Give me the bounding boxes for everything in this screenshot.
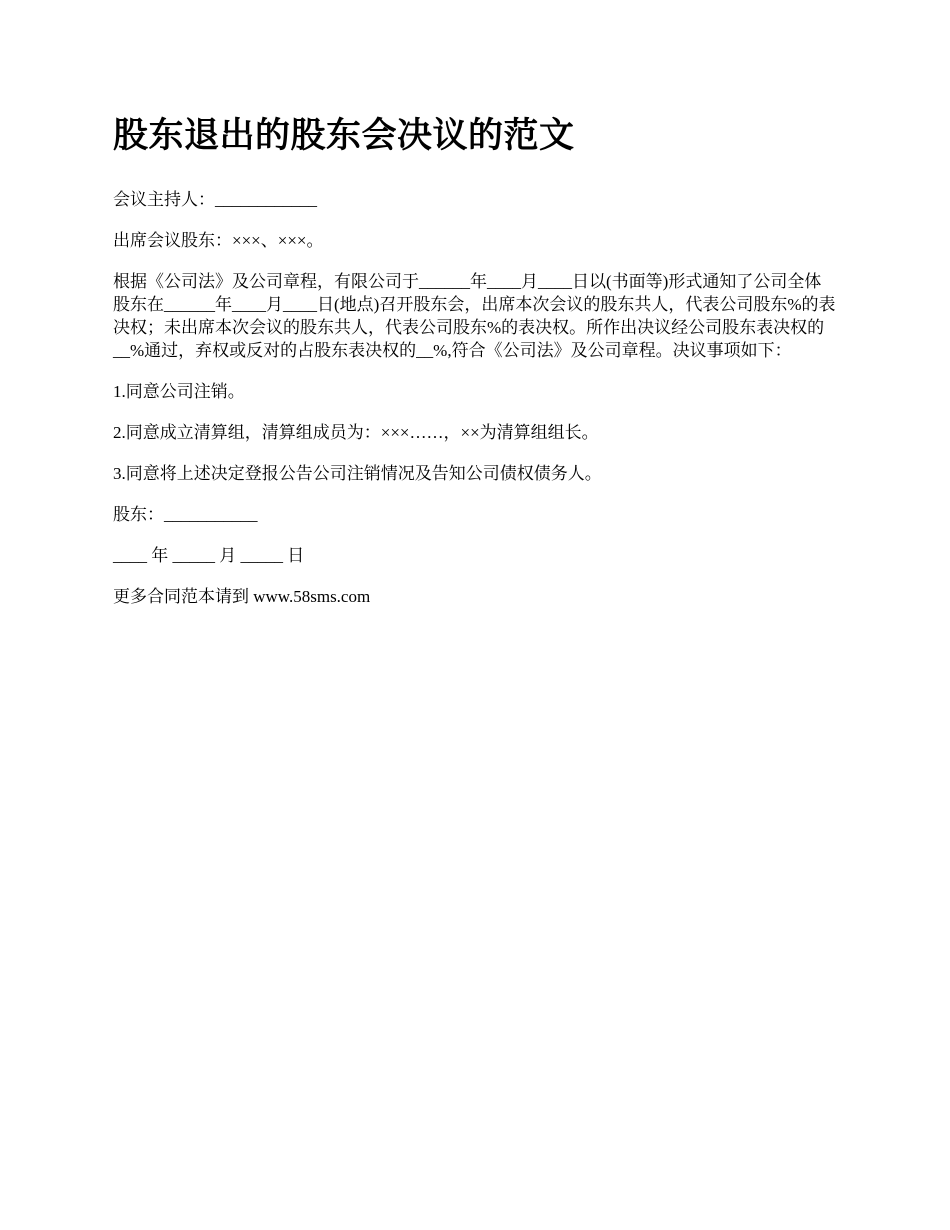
date-line: ____ 年 _____ 月 _____ 日: [113, 546, 305, 565]
resolution-body-paragraph: 根据《公司法》及公司章程，有限公司于______年____月____日以(书面等)形式通知了公司全体股东在______年____月____日(地点)召开股东会，出席本次会议的股东共人，代表公司股东%的表决权；未出席本次会议的股东共人，代表公司股东%的表决权。所作出决议经公司股东表决权的__%通过，弃权或反对的占股东表决权的__%,符合《公司法》及公司章程。决议事项如下：: [113, 272, 836, 360]
shareholder-signature-line: 股东：___________: [113, 505, 258, 524]
resolution-item-2: 2.同意成立清算组，清算组成员为：×××……，××为清算组组长。: [113, 423, 599, 442]
resolution-item-3: 3.同意将上述决定登报公告公司注销情况及告知公司债权债务人。: [113, 464, 602, 483]
document-title: 股东退出的股东会决议的范文: [113, 116, 575, 156]
resolution-item-1: 1.同意公司注销。: [113, 382, 245, 401]
document-content: [113, 110, 838, 626]
meeting-host-line: 会议主持人：____________: [113, 190, 317, 209]
attending-shareholders-line: 出席会议股东：×××、×××。: [113, 231, 324, 250]
footer-link-text: 更多合同范本请到 www.58sms.com: [113, 587, 371, 606]
